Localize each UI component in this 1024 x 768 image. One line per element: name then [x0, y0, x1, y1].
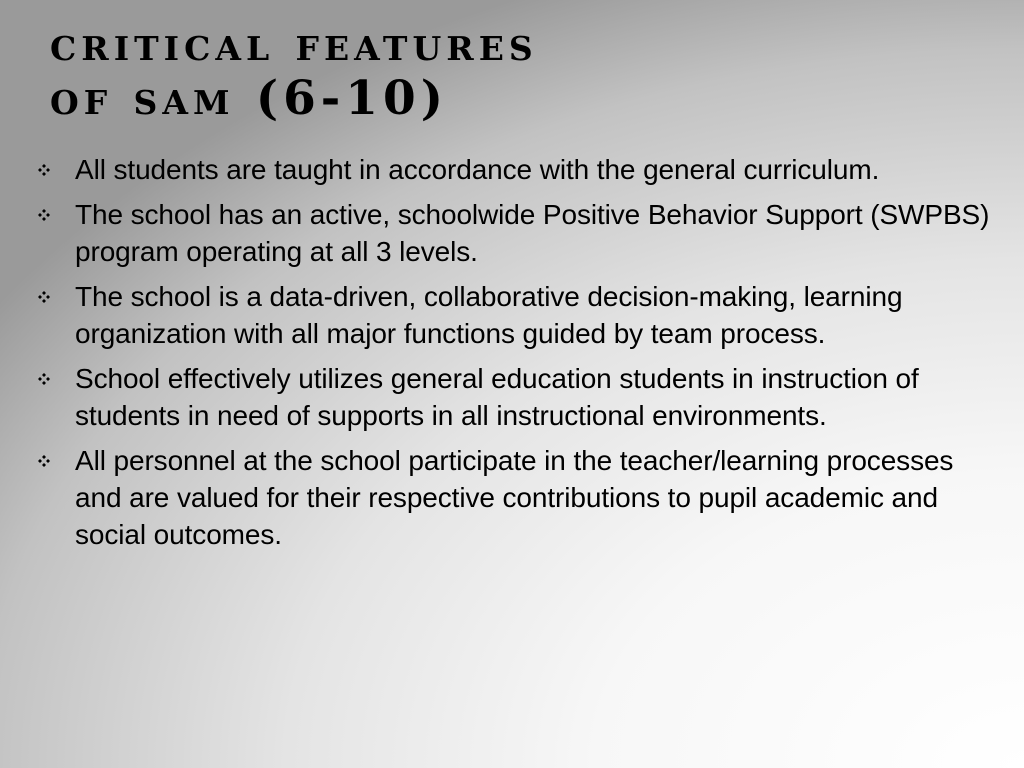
diamond-quad-bullet-icon: [36, 196, 75, 233]
bullet-item: [36, 360, 996, 434]
bullet-list: [36, 151, 996, 561]
bullet-text: All students are taught in accordance with the general curriculum.: [75, 154, 880, 185]
title-line-1: critical features: [50, 17, 538, 72]
title-line-2: of sam (6-10): [50, 71, 448, 126]
diamond-quad-bullet-icon: [36, 278, 75, 315]
diamond-quad-bullet-icon: [36, 442, 75, 479]
bullet-item: [36, 442, 996, 553]
bullet-text: The school is a data-driven, collaborative decision-making, learning organization with all major functions guided by team process.: [75, 281, 903, 349]
diamond-quad-bullet-icon: [36, 151, 75, 188]
bullet-text: School effectively utilizes general education students in instruction of students in need of supports in all instructional environments.: [75, 363, 919, 431]
diamond-quad-bullet-icon: [36, 360, 75, 397]
slide-title: [50, 18, 990, 126]
bullet-text: The school has an active, schoolwide Positive Behavior Support (SWPBS) program operating at all 3 levels.: [75, 199, 990, 267]
bullet-item: [36, 196, 996, 270]
bullet-text: All personnel at the school participate in the teacher/learning processes and are valued for their respective contributions to pupil academic and social outcomes.: [75, 445, 954, 550]
bullet-item: [36, 151, 996, 188]
bullet-item: [36, 278, 996, 352]
